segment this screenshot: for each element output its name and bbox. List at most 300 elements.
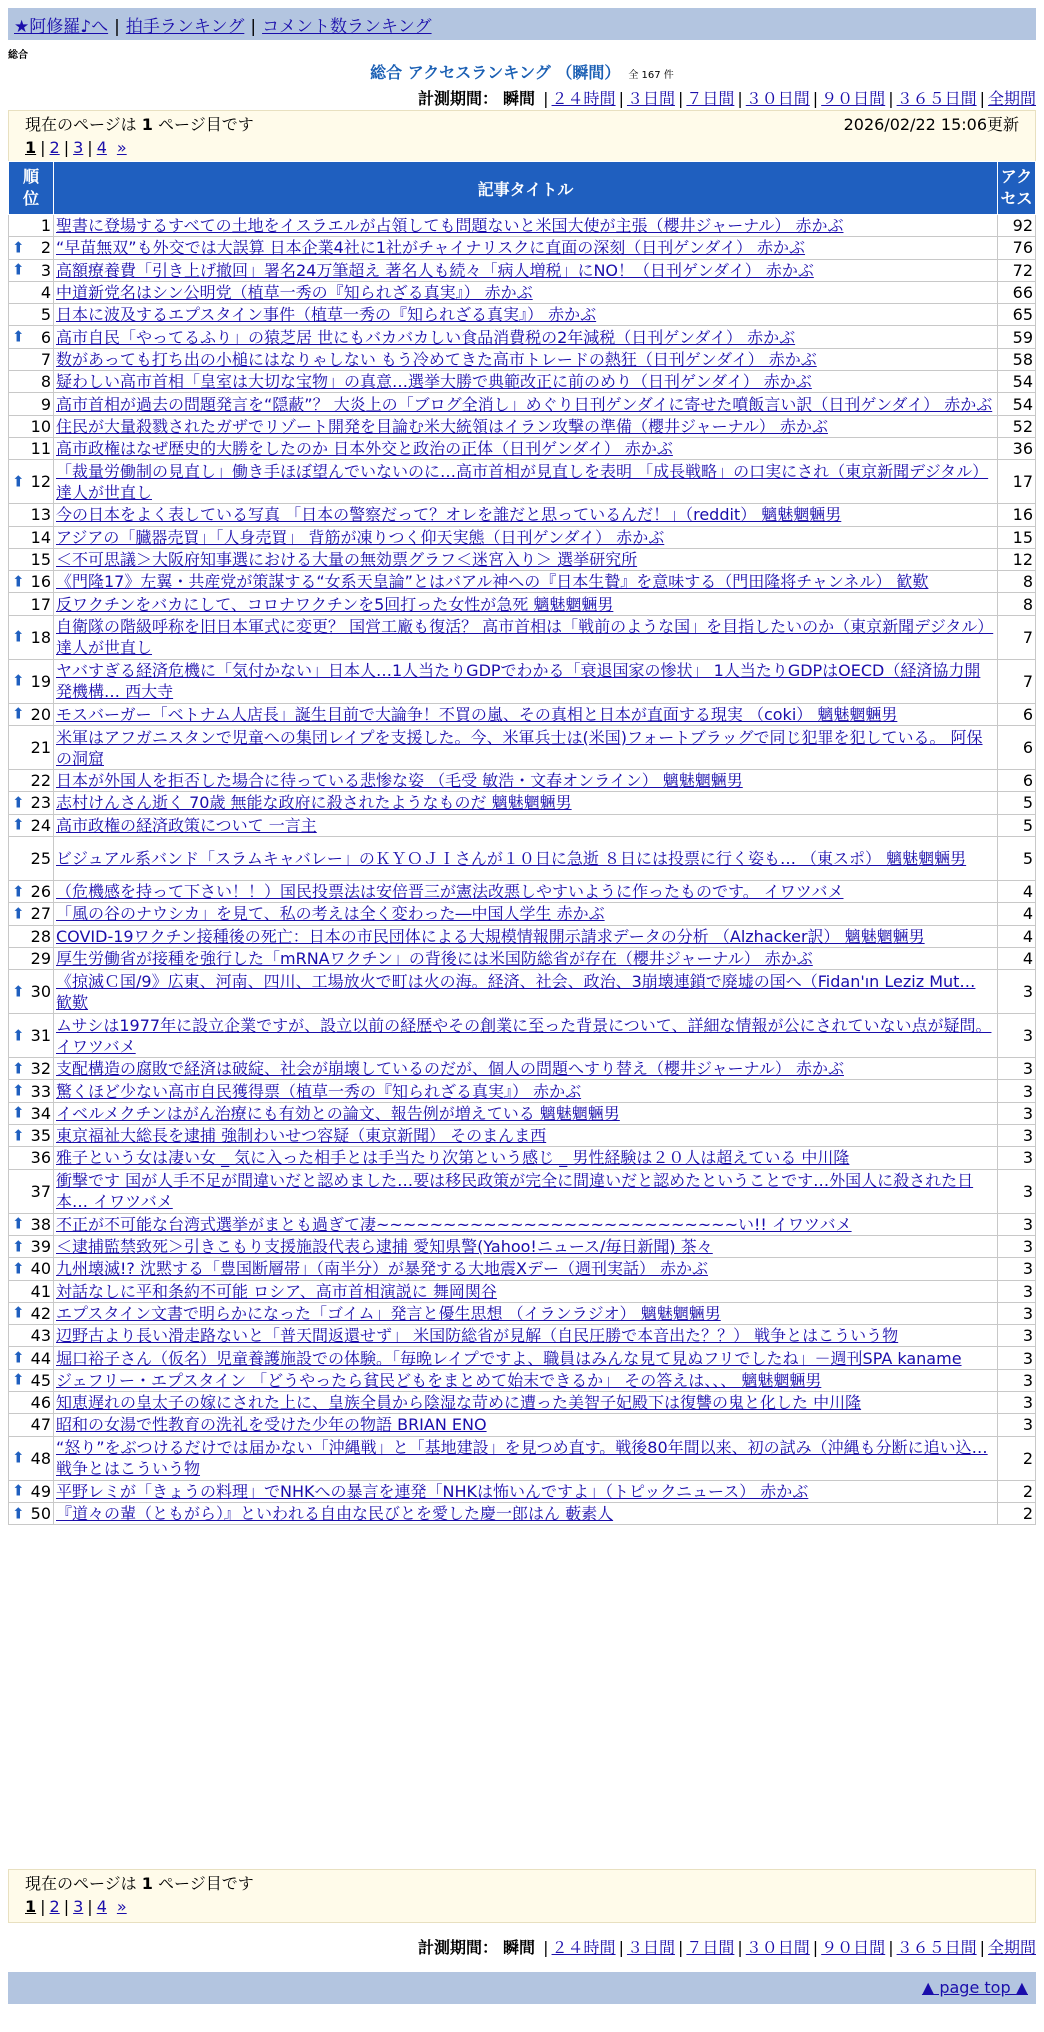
access-count: 2 xyxy=(998,1502,1036,1524)
article-link[interactable]: ヤバすぎる経済危機に「気付かない」日本人…1人当たりGDPでわかる「衰退国家の惨状」 1人当たりGDPはOECD（経済協力開発機構… 西大寺 xyxy=(56,661,981,702)
table-row xyxy=(9,1280,1036,1302)
period-current: 瞬間 xyxy=(503,89,536,108)
table-row xyxy=(9,460,1036,504)
article-link[interactable]: ＜逮捕監禁致死＞引きこもり支援施設代表ら逮捕 愛知県警(Yahoo!ニュース/毎日新聞) 茶々 xyxy=(56,1237,713,1257)
access-count: 54 xyxy=(998,371,1036,393)
article-link[interactable]: 高額療養費「引き上げ撤回」署名24万筆超え 著名人も続々「病人増税」にNO！（日刊ゲンダイ） 赤かぶ xyxy=(56,260,814,280)
article-link[interactable]: 辺野古より長い滑走路ないと「普天間返還せず」 米国防総省が見解（自民圧勝で本音出た？？） 戦争とはこういう物 xyxy=(56,1326,899,1346)
rank-number: 19 xyxy=(30,671,51,691)
access-count: 3 xyxy=(998,1058,1036,1080)
rank-cell xyxy=(9,1325,54,1347)
article-link[interactable]: 疑わしい高市首相「皇室は大切な宝物」の真意…選挙大勝で典範改正に前のめり（日刊ゲンダイ） 赤かぶ xyxy=(56,372,812,392)
rank-cell xyxy=(9,1391,54,1413)
rank-number: 47 xyxy=(30,1415,51,1435)
table-row xyxy=(9,659,1036,703)
article-link[interactable]: 米軍はアフガニスタンで児童への集団レイプを支援した。今、米軍兵士は(米国)フォートブラッグで同じ犯罪を犯している。 阿保の洞窟 xyxy=(56,727,983,768)
rank-number: 41 xyxy=(30,1281,51,1301)
rank-cell xyxy=(9,460,54,504)
table-row xyxy=(9,1436,1036,1480)
pager-next[interactable]: » xyxy=(116,1897,127,1916)
period-option-3[interactable]: ３０日間 xyxy=(745,89,810,108)
rank-cell xyxy=(9,215,54,237)
rank-number: 32 xyxy=(30,1059,51,1079)
period-selector-top xyxy=(418,86,1036,109)
rank-number: 29 xyxy=(30,948,51,968)
article-link[interactable]: 高市政権の経済政策について 一言主 xyxy=(56,815,317,835)
pager-current-page: 1 xyxy=(25,1897,37,1916)
title-cell xyxy=(54,393,998,415)
rank-cell xyxy=(9,415,54,437)
period-separator: | xyxy=(618,1938,624,1957)
title-cell xyxy=(54,304,998,326)
pager-bottom xyxy=(25,1896,1019,1920)
title-cell xyxy=(54,593,998,615)
rank-number: 10 xyxy=(30,416,51,436)
pager-page-4[interactable]: 4 xyxy=(96,138,107,157)
article-link[interactable]: アジアの「臓器売買」「人身売買」 背筋が凍りつく仰天実態（日刊ゲンダイ） 赤かぶ xyxy=(56,527,665,547)
rank-number: 26 xyxy=(30,882,51,902)
table-row xyxy=(9,237,1036,259)
rank-cell xyxy=(9,371,54,393)
table-row xyxy=(9,593,1036,615)
period-options xyxy=(540,1938,1036,1957)
period-option-0[interactable]: ２４時間 xyxy=(551,89,616,108)
title-cell xyxy=(54,1058,998,1080)
article-link[interactable]: （危機感を持って下さい！！）国民投票法は安倍晋三が憲法改悪しやすいように作ったものです。 イワツバメ xyxy=(56,882,844,902)
rank-cell xyxy=(9,1235,54,1257)
access-count: 8 xyxy=(998,571,1036,593)
up-arrow-icon: ⬆ xyxy=(12,671,25,690)
rank-cell xyxy=(9,1102,54,1124)
access-count: 12 xyxy=(998,548,1036,570)
access-count: 15 xyxy=(998,526,1036,548)
article-link[interactable]: 中道新党名はシン公明党（植草一秀の『知られざる真実』） 赤かぶ xyxy=(56,283,533,303)
rank-number: 49 xyxy=(30,1481,51,1501)
article-link[interactable]: 高市首相が過去の問題発言を“隠蔽”？ 大炎上の「ブログ全消し」めぐり日刊ゲンダイに寄せた噴飯言い訳（日刊ゲンダイ） 赤かぶ xyxy=(56,394,993,414)
period-separator: | xyxy=(812,89,819,108)
up-arrow-icon: ⬆ xyxy=(12,260,25,279)
article-link[interactable]: 自衛隊の階級呼称を旧日本軍式に変更？ 国営工廠も復活？ 高市首相は「戦前のような国」を目指したいのか（東京新聞デジタル） 達人が世直し xyxy=(56,617,994,658)
up-arrow-icon: ⬆ xyxy=(12,1448,25,1467)
rank-cell xyxy=(9,615,54,659)
rank-cell xyxy=(9,1080,54,1102)
rank-number: 50 xyxy=(30,1504,51,1524)
title-cell xyxy=(54,371,998,393)
rank-cell xyxy=(9,1480,54,1502)
rank-cell xyxy=(9,814,54,836)
title-cell xyxy=(54,703,998,725)
access-count: 4 xyxy=(998,880,1036,902)
table-row xyxy=(9,304,1036,326)
rank-number: 37 xyxy=(30,1181,51,1201)
pager-separator: | xyxy=(87,138,93,157)
rank-number: 30 xyxy=(30,982,51,1002)
rank-cell xyxy=(9,1369,54,1391)
period-separator: | xyxy=(812,1938,819,1957)
table-row xyxy=(9,326,1036,348)
table-row xyxy=(9,571,1036,593)
up-arrow-icon: ⬆ xyxy=(12,1103,25,1122)
article-link[interactable]: 高市自民「やってるふり」の猿芝居 世にもバカバカしい食品消費税の2年減税（日刊ゲンダイ） 赤かぶ xyxy=(56,327,796,347)
access-count: 3 xyxy=(998,1391,1036,1413)
pager-separator: | xyxy=(63,1897,70,1916)
up-arrow-icon: ⬆ xyxy=(12,1214,25,1233)
rank-number: 20 xyxy=(30,704,51,724)
rank-cell xyxy=(9,304,54,326)
article-link[interactable]: 高市政権はなぜ歴史的大勝をしたのか 日本外交と政治の正体（日刊ゲンダイ） 赤かぶ xyxy=(56,439,673,459)
rank-cell xyxy=(9,880,54,902)
pager-separator: | xyxy=(63,138,70,157)
pager-page-3[interactable]: 3 xyxy=(73,138,84,157)
rank-number: 27 xyxy=(30,904,51,924)
article-link[interactable]: 聖書に登場するすべての土地をイスラエルが占領しても問題ないと米国大使が主張（櫻井ジャーナル） 赤かぶ xyxy=(56,216,844,236)
article-link[interactable]: 昭和の女湯で性教育の洗礼を受けた少年の物語 BRIAN ENO xyxy=(56,1415,487,1435)
pager-page-2[interactable]: 2 xyxy=(49,138,60,157)
article-link[interactable]: COVID-19ワクチン接種後の死亡：日本の市民団体による大規模情報開示請求データの分析 （Alzhacker訳） 魑魅魍魎男 xyxy=(56,926,925,946)
pager-page-3[interactable]: 3 xyxy=(73,1897,84,1916)
article-link[interactable]: 数があっても打ち出の小槌にはなりゃしない もう冷めてきた高市トレードの熱狂（日刊ゲンダイ） 赤かぶ xyxy=(56,349,817,369)
rank-number: 14 xyxy=(30,527,51,547)
table-row xyxy=(9,970,1036,1014)
up-arrow-icon: ⬆ xyxy=(12,572,25,591)
article-link[interactable]: 平野レミが「きょうの料理」でNHKへの暴言を連発「NHKは怖いんですよ」（トピックニュース） 赤かぶ xyxy=(56,1481,809,1501)
rank-number: 22 xyxy=(30,771,51,791)
rank-number: 43 xyxy=(30,1326,51,1346)
total-count: 全 167 件 xyxy=(628,70,674,81)
rank-cell xyxy=(9,1414,54,1436)
table-row xyxy=(9,437,1036,459)
access-count: 3 xyxy=(998,1147,1036,1169)
rank-cell xyxy=(9,393,54,415)
rank-cell xyxy=(9,526,54,548)
article-link[interactable]: エプスタイン文書で明らかになった「ゴイム」発言と優生思想 （イランラジオ） 魑魅魍魎男 xyxy=(56,1303,721,1323)
period-current: 瞬間 xyxy=(503,1938,536,1957)
up-arrow-icon: ⬆ xyxy=(12,238,25,257)
table-row xyxy=(9,792,1036,814)
access-count: 72 xyxy=(998,259,1036,281)
rank-header: 順位 xyxy=(9,162,54,215)
rank-cell xyxy=(9,237,54,259)
rank-number: 13 xyxy=(30,505,51,525)
article-link[interactable]: “早苗無双”も外交では大誤算 日本企業4社に1社がチャイナリスクに直面の深刻（日刊ゲンダイ） 赤かぶ xyxy=(56,238,806,258)
rank-cell xyxy=(9,970,54,1014)
access-count: 3 xyxy=(998,1258,1036,1280)
article-link[interactable]: 東京福祉大総長を逮捕 強制わいせつ容疑（東京新聞） そのまんま西 xyxy=(56,1126,547,1146)
table-row xyxy=(9,1414,1036,1436)
access-count: 5 xyxy=(998,792,1036,814)
period-separator: | xyxy=(888,1938,894,1957)
pager-separator: | xyxy=(87,1897,93,1916)
period-option-1[interactable]: ３日間 xyxy=(626,1938,675,1957)
page-title xyxy=(0,60,1044,83)
article-link[interactable]: 《門隆17》左翼・共産党が策謀する“女系天皇論”とはバアル神への『日本生贄』を意味する（門田隆将チャンネル） 歓歎 xyxy=(56,572,929,592)
article-link[interactable]: 志村けんさん逝く 70歳 無能な政府に殺されたようなものだ 魑魅魍魎男 xyxy=(56,793,572,813)
table-row xyxy=(9,1502,1036,1524)
article-link[interactable]: ジェフリー・エプスタイン 「どうやったら貧民どもをまとめて始末できるか」 その答えは、、、 魑魅魍魎男 xyxy=(56,1370,822,1390)
article-link[interactable]: 日本が外国人を拒否した場合に待っている悲惨な姿 （毛受 敏浩・文春オンライン） 魑魅魍魎男 xyxy=(56,771,743,791)
title-cell xyxy=(54,947,998,969)
rank-number: 33 xyxy=(30,1081,51,1101)
rank-number: 24 xyxy=(30,815,51,835)
title-cell xyxy=(54,1369,998,1391)
article-link[interactable]: 住民が大量殺戮されたガザでリゾート開発を目論む米大統領はイラン攻撃の準備（櫻井ジャーナル） 赤かぶ xyxy=(56,416,828,436)
up-arrow-icon: ⬆ xyxy=(12,704,25,723)
table-row xyxy=(9,415,1036,437)
period-option-3[interactable]: ３０日間 xyxy=(745,1938,810,1957)
rank-cell xyxy=(9,925,54,947)
article-link[interactable]: モスバーガー「ベトナム人店長」誕生目前で大論争！不買の嵐、その真相と日本が直面する現実 （coki） 魑魅魍魎男 xyxy=(56,704,898,724)
applause-ranking-link[interactable]: 拍手ランキング xyxy=(125,17,245,37)
access-count: 92 xyxy=(998,215,1036,237)
title-cell xyxy=(54,970,998,1014)
article-link[interactable]: 対話なしに平和条約不可能 ロシア、高市首相演説に 舞岡関谷 xyxy=(56,1281,497,1301)
table-row xyxy=(9,504,1036,526)
rank-number: 44 xyxy=(30,1348,51,1368)
period-separator: | xyxy=(618,89,624,108)
title-cell xyxy=(54,1280,998,1302)
period-option-6[interactable]: 全期間 xyxy=(987,89,1036,108)
article-link[interactable]: 厚生労働省が接種を強行した「mRNAワクチン」の背後には米国防総省が存在（櫻井ジャーナル） 赤かぶ xyxy=(56,948,813,968)
rank-cell xyxy=(9,504,54,526)
access-count: 59 xyxy=(998,326,1036,348)
rank-number: 21 xyxy=(30,738,51,758)
title-cell xyxy=(54,1391,998,1413)
period-option-2[interactable]: ７日間 xyxy=(686,1938,735,1957)
rank-number: 8 xyxy=(40,372,51,392)
current-page-text: 現在のページは 1 ページ目です xyxy=(25,1874,254,1893)
up-arrow-icon: ⬆ xyxy=(12,627,25,646)
access-count: 58 xyxy=(998,348,1036,370)
up-arrow-icon: ⬆ xyxy=(12,1504,25,1523)
period-option-4[interactable]: ９０日間 xyxy=(821,1938,886,1957)
rank-cell xyxy=(9,1258,54,1280)
article-link[interactable]: 日本に波及するエプスタイン事件（植草一秀の『知られざる真実』） 赤かぶ xyxy=(56,305,597,325)
current-page-text: 現在のページは 1 ページ目です xyxy=(25,115,254,134)
access-count: 5 xyxy=(998,836,1036,880)
rank-cell xyxy=(9,1058,54,1080)
rank-cell xyxy=(9,437,54,459)
up-arrow-icon: ⬆ xyxy=(12,327,25,346)
access-count: 36 xyxy=(998,437,1036,459)
access-count: 7 xyxy=(998,615,1036,659)
title-header: 記事タイトル xyxy=(54,162,998,215)
pager-page-4[interactable]: 4 xyxy=(96,1897,107,1916)
rank-cell xyxy=(9,1125,54,1147)
rank-cell xyxy=(9,1347,54,1369)
access-count: 3 xyxy=(998,1125,1036,1147)
table-row xyxy=(9,1213,1036,1235)
title-cell xyxy=(54,726,998,770)
rank-number: 36 xyxy=(30,1148,51,1168)
up-arrow-icon: ⬆ xyxy=(12,1081,25,1100)
table-row xyxy=(9,1235,1036,1257)
title-cell xyxy=(54,215,998,237)
access-count: 54 xyxy=(998,393,1036,415)
access-count: 4 xyxy=(998,903,1036,925)
title-cell xyxy=(54,903,998,925)
rank-cell xyxy=(9,1502,54,1524)
access-count: 2 xyxy=(998,1480,1036,1502)
period-option-1[interactable]: ３日間 xyxy=(626,89,675,108)
period-label: 計測期間： xyxy=(417,1938,498,1957)
up-arrow-icon: ⬆ xyxy=(12,472,25,491)
title-cell xyxy=(54,770,998,792)
rank-number: 4 xyxy=(40,283,51,303)
table-row xyxy=(9,770,1036,792)
page-top-link[interactable]: ▲ page top ▲ xyxy=(921,1978,1028,1997)
article-link[interactable]: ビジュアル系バンド「スラムキャバレー」のＫＹＯＪＩさんが１０日に急逝 ８日には投票に行く姿も… （東スポ） 魑魅魍魎男 xyxy=(56,848,967,868)
rank-cell xyxy=(9,836,54,880)
table-row xyxy=(9,814,1036,836)
article-link[interactable]: 反ワクチンをバカにして、コロナワクチンを5回打った女性が急死 魑魅魍魎男 xyxy=(56,594,614,614)
table-row xyxy=(9,1302,1036,1324)
top-nav-bar xyxy=(8,8,1036,40)
access-count: 4 xyxy=(998,947,1036,969)
table-row xyxy=(9,1102,1036,1124)
period-separator: | xyxy=(737,1938,743,1957)
period-option-0[interactable]: ２４時間 xyxy=(551,1938,616,1957)
title-cell xyxy=(54,925,998,947)
rank-cell xyxy=(9,1280,54,1302)
rank-cell xyxy=(9,703,54,725)
up-arrow-icon: ⬆ xyxy=(12,793,25,812)
table-row xyxy=(9,526,1036,548)
title-cell xyxy=(54,571,998,593)
rank-number: 3 xyxy=(40,260,51,280)
comment-ranking-link[interactable]: コメント数ランキング xyxy=(262,17,432,37)
period-option-5[interactable]: ３６５日間 xyxy=(896,1938,977,1957)
article-link[interactable]: 雅子という女は凄い女 _ 気に入った相手とは手当たり次第という感じ _ 男性経験は２０人は超えている 中川隆 xyxy=(56,1148,850,1168)
rank-number: 16 xyxy=(30,572,51,592)
article-link[interactable]: 不正が不可能な台湾式選挙がまとも過ぎて凄~~~~~~~~~~~~~~~~~~~~~~~~~~~い!! イワツバメ xyxy=(56,1214,852,1234)
article-link[interactable]: 知恵遅れの皇太子の嫁にされた上に、皇族全員から陰湿な苛めに遭った美智子妃殿下は復讐の鬼と化した 中川隆 xyxy=(56,1393,862,1413)
title-cell xyxy=(54,526,998,548)
up-arrow-icon: ⬆ xyxy=(12,1237,25,1256)
rank-cell xyxy=(9,726,54,770)
table-row xyxy=(9,1080,1036,1102)
rank-number: 38 xyxy=(30,1214,51,1234)
period-option-6[interactable]: 全期間 xyxy=(987,1938,1036,1957)
up-arrow-icon: ⬆ xyxy=(12,815,25,834)
article-link[interactable]: 『道々の輩（ともがら）』といわれる自由な民びとを愛した慶一郎はん 藪素人 xyxy=(56,1504,614,1524)
article-link[interactable]: 九州壊滅!? 沈黙する「豊国断層帯」（南半分）が暴発する大地震Xデー（週刊実話） 赤かぶ xyxy=(56,1259,709,1279)
article-link[interactable]: 驚くほど少ない高市自民獲得票（植草一秀の『知られざる真実』） 赤かぶ xyxy=(56,1081,582,1101)
pager-current-page: 1 xyxy=(25,138,37,157)
period-option-5[interactable]: ３６５日間 xyxy=(896,89,977,108)
article-link[interactable]: ＜不可思議＞大阪府知事選における大量の無効票グラフ＜迷宮入り＞ 選挙研究所 xyxy=(56,550,638,569)
nav-separator: | xyxy=(114,17,120,37)
title-cell xyxy=(54,1258,998,1280)
access-count: 52 xyxy=(998,415,1036,437)
access-header: アクセス xyxy=(998,162,1036,215)
title-cell xyxy=(54,460,998,504)
rank-number: 34 xyxy=(30,1103,51,1123)
title-cell xyxy=(54,1080,998,1102)
updated-time: 2026/02/22 15:06更新 xyxy=(843,115,1019,134)
table-row xyxy=(9,925,1036,947)
rank-cell xyxy=(9,1169,54,1213)
access-count: 17 xyxy=(998,460,1036,504)
table-row xyxy=(9,726,1036,770)
rank-cell xyxy=(9,571,54,593)
access-count: 6 xyxy=(998,726,1036,770)
table-row xyxy=(9,1347,1036,1369)
access-count: 3 xyxy=(998,1102,1036,1124)
article-link[interactable]: 支配構造の腐敗で経済は破綻、社会が崩壊しているのだが、個人の問題へすり替え（櫻井ジャーナル） 赤かぶ xyxy=(56,1059,844,1079)
table-row xyxy=(9,1125,1036,1147)
article-link[interactable]: 「裁量労働制の見直し」働き手ほぼ望んでいないのに…高市首相が見直しを表明 「成長戦略」の口実にされ（東京新聞デジタル） 達人が世直し xyxy=(56,461,989,502)
article-link[interactable]: イベルメクチンはがん治療にも有効との論文、報告例が増えている 魑魅魍魎男 xyxy=(56,1103,620,1123)
title-cell xyxy=(54,1213,998,1235)
access-count: 16 xyxy=(998,504,1036,526)
up-arrow-icon: ⬆ xyxy=(12,982,25,1001)
table-row xyxy=(9,348,1036,370)
table-row xyxy=(9,393,1036,415)
rank-cell xyxy=(9,281,54,303)
article-link[interactable]: ムサシは1977年に設立企業ですが、設立以前の経歴やその創業に至った背景について、詳細な情報が公にされていない点が疑問。 イワツバメ xyxy=(56,1015,992,1056)
rank-number: 18 xyxy=(30,627,51,647)
pager-page-2[interactable]: 2 xyxy=(49,1897,60,1916)
title-cell xyxy=(54,814,998,836)
access-count: 66 xyxy=(998,281,1036,303)
period-option-4[interactable]: ９０日間 xyxy=(821,89,886,108)
rank-number: 40 xyxy=(30,1259,51,1279)
access-count: 3 xyxy=(998,1169,1036,1213)
rank-number: 11 xyxy=(30,439,51,459)
table-row xyxy=(9,371,1036,393)
rank-number: 25 xyxy=(30,848,51,868)
table-row xyxy=(9,1169,1036,1213)
table-row xyxy=(9,703,1036,725)
title-cell xyxy=(54,1102,998,1124)
article-link[interactable]: 今の日本をよく表している写真 「日本の警察だって？オレを誰だと思っているんだ！」（reddit） 魑魅魍魎男 xyxy=(56,505,842,525)
rank-cell xyxy=(9,903,54,925)
rank-number: 6 xyxy=(40,327,51,347)
title-cell xyxy=(54,437,998,459)
pager-next[interactable]: » xyxy=(116,138,127,157)
up-arrow-icon: ⬆ xyxy=(12,1126,25,1145)
table-row xyxy=(9,880,1036,902)
title-cell xyxy=(54,1480,998,1502)
table-row xyxy=(9,1014,1036,1058)
title-cell xyxy=(54,504,998,526)
rank-cell xyxy=(9,792,54,814)
rank-cell xyxy=(9,1436,54,1480)
title-cell xyxy=(54,1347,998,1369)
title-cell xyxy=(54,237,998,259)
article-link[interactable]: “怒り”をぶつけるだけでは届かない「沖縄戦」と「基地建設」を見つめ直す。戦後80年間以来、初の試み（沖縄も分断に追い込… 戦争とはこういう物 xyxy=(56,1438,988,1479)
table-row xyxy=(9,1325,1036,1347)
rank-number: 28 xyxy=(30,926,51,946)
table-row xyxy=(9,281,1036,303)
table-row xyxy=(9,903,1036,925)
table-row xyxy=(9,1147,1036,1169)
title-cell xyxy=(54,1125,998,1147)
access-count: 3 xyxy=(998,1080,1036,1102)
article-link[interactable]: 堀口裕子さん（仮名）児童養護施設での体験。「毎晩レイプですよ、職員はみんな見て見ぬフリでしたね」－週刊SPA kaname xyxy=(56,1348,962,1368)
article-link[interactable]: 「風の谷のナウシカ」を見て、私の考えは全く変わった―中国人学生 赤かぶ xyxy=(56,904,605,924)
up-arrow-icon: ⬆ xyxy=(12,1370,25,1389)
article-link[interactable]: 《掠滅Ｃ国/9》広東、河南、四川、工場放火で町は火の海。経済、社会、政治、3崩壊連鎖で廃墟の国へ（Fidan'ın Leziz Mut… 歓歎 xyxy=(56,971,976,1012)
home-link[interactable]: ★阿修羅♪へ xyxy=(14,17,109,37)
article-link[interactable]: 衝撃です 国が人手不足が間違いだと認めました…要は移民政策が完全に間違いだと認めたということです…外国人に殺された日本… イワツバメ xyxy=(56,1171,974,1212)
ranking-title: 総合 アクセスランキング （瞬間） xyxy=(370,63,621,82)
period-option-2[interactable]: ７日間 xyxy=(686,89,735,108)
rank-number: 7 xyxy=(40,349,51,369)
rank-cell xyxy=(9,1014,54,1058)
rank-number: 48 xyxy=(30,1448,51,1468)
pager-separator: | xyxy=(40,138,46,157)
